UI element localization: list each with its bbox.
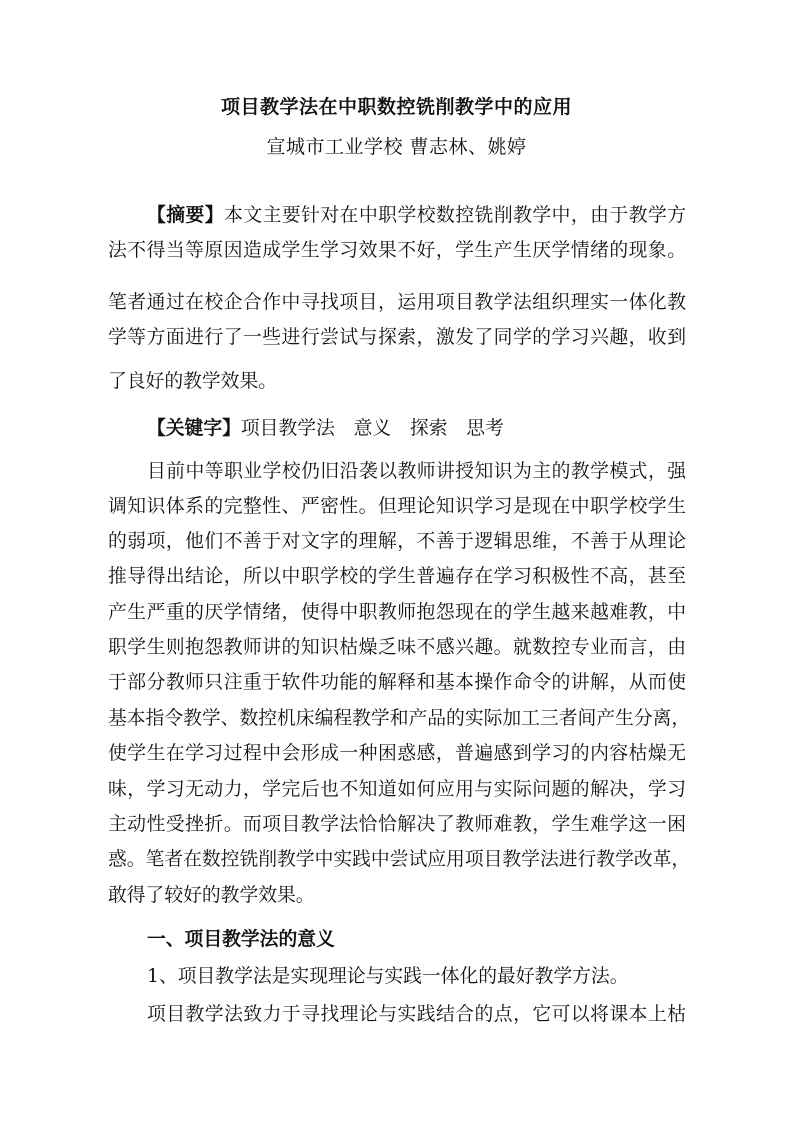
body-line: 项目教学法致力于寻找理论与实践结合的点，它可以将课本上枯	[147, 1004, 686, 1025]
subsection-heading: 1、项目教学法是实现理论与实践一体化的最好教学方法。	[147, 966, 629, 987]
body-line: 的弱项，他们不善于对文字的理解，不善于逻辑思维，不善于从理论	[108, 531, 686, 552]
body-line: 敢得了较好的教学效果。	[108, 885, 315, 906]
body-line: 味，学习无动力，学完后也不知道如何应用与实际问题的解决，学习	[108, 779, 686, 800]
body-line: 主动性受挫折。而项目教学法恰恰解决了教师难教，学生难学这一困	[108, 814, 686, 835]
body-line: 惑。笔者在数控铣削教学中实践中尝试应用项目教学法进行教学改革，	[108, 849, 691, 870]
keywords-text: 项目教学法 意义 探索 思考	[240, 418, 504, 439]
abstract-line: 了良好的教学效果。	[108, 371, 278, 392]
abstract-line: 法不得当等原因造成学生学习效果不好，学生产生厌学情绪的现象。	[108, 240, 686, 261]
body-line: 于部分教师只注重于软件功能的解释和基本操作命令的讲解，从而使	[108, 672, 686, 693]
section-heading: 一、项目教学法的意义	[147, 928, 335, 950]
abstract-label: 【摘要】	[147, 204, 225, 226]
body-line: 调知识体系的完整性、严密性。但理论知识学习是现在中职学校学生	[108, 496, 686, 517]
document-title: 项目教学法在中职数控铣削教学中的应用	[220, 96, 572, 118]
body-line: 目前中等职业学校仍旧沿袭以教师讲授知识为主的教学模式，强	[147, 461, 686, 482]
body-line: 使学生在学习过程中会形成一种困惑感，普遍感到学习的内容枯燥无	[108, 743, 686, 764]
document-authors: 宣城市工业学校 曹志林、姚婷	[266, 136, 527, 158]
keywords-line	[147, 413, 686, 440]
abstract-line	[147, 200, 686, 227]
abstract-text: 本文主要针对在中职学校数控铣削教学中，由于教学方	[224, 205, 687, 226]
body-line: 推导得出结论，所以中职学校的学生普遍存在学习积极性不高，甚至	[108, 566, 686, 587]
abstract-line: 笔者通过在校企合作中寻找项目，运用项目教学法组织理实一体化教	[108, 292, 686, 313]
body-line: 基本指令教学、数控机床编程教学和产品的实际加工三者间产生分离，	[108, 708, 691, 729]
body-line: 职学生则抱怨教师讲的知识枯燥乏味不感兴趣。就数控专业而言，由	[108, 637, 686, 658]
keywords-label: 【关键字】	[147, 417, 241, 439]
body-line: 产生严重的厌学情绪，使得中职教师抱怨现在的学生越来越难教，中	[108, 602, 686, 623]
abstract-line: 学等方面进行了一些进行尝试与探索，激发了同学的学习兴趣，收到	[108, 327, 686, 348]
